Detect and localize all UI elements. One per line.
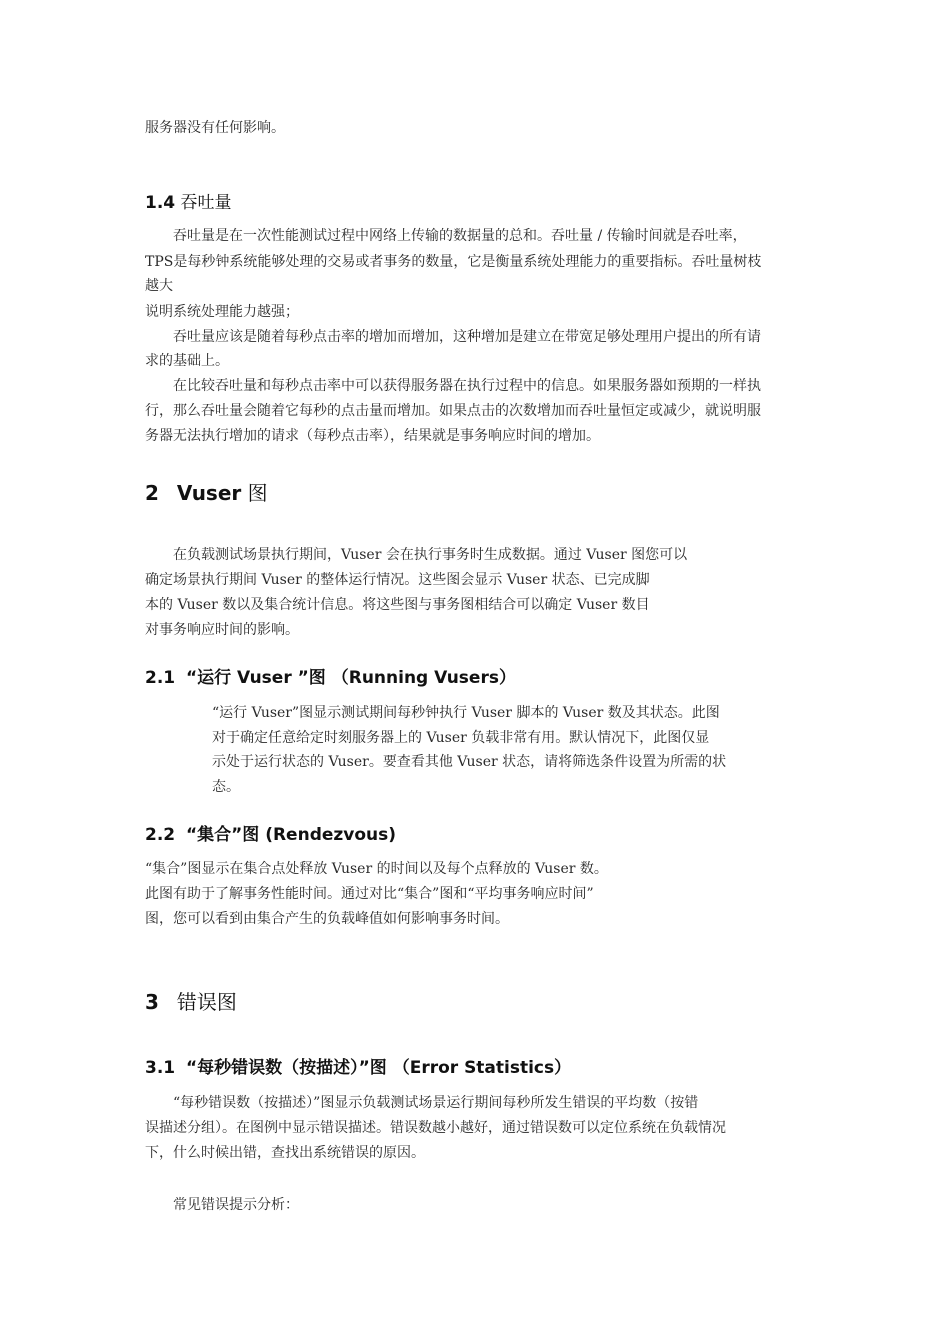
heading-number: 3 [145,990,159,1014]
para-line: 越大 [145,278,173,294]
heading-title: 错误图 [176,990,237,1014]
para-line: “集合”图显示在集合点处释放 Vuser 的时间以及每个点释放的 Vuser 数。 [145,861,608,877]
heading-number: 2.2 [145,825,176,845]
heading-title: “运行 Vuser ”图 （Running Vusers） [185,668,516,688]
para-line: 吞吐量应该是随着每秒点击率的增加而增加，这种增加是建立在带宽足够处理用户提出的所有请 [145,329,761,345]
para-line: 行，那么吞吐量会随着它每秒的点击量而增加。如果点击的次数增加而吞吐量恒定或减少，就说明服 [145,403,761,419]
heading-number: 3.1 [145,1058,176,1078]
heading-3-1 [145,1053,571,1078]
para-line: 误描述分组）。在图例中显示错误描述。错误数越小越好，通过错误数可以定位系统在负载情况 [145,1120,726,1136]
para-line: 求的基础上。 [145,353,229,369]
para-line: “每秒错误数（按描述）”图显示负载测试场景运行期间每秒所发生错误的平均数（按错 [145,1095,699,1111]
heading-2-2 [145,820,396,845]
para-line: 下，什么时候出错，查找出系统错误的原因。 [145,1145,425,1161]
intro-line: 服务器没有任何影响。 [145,120,285,136]
heading-title-cn: 图 [247,481,268,505]
para-line: 此图有助于了解事务性能时间。通过对比“集合”图和“平均事务响应时间” [145,886,594,902]
para-line: “运行 Vuser”图显示测试期间每秒钟执行 Vuser 脚本的 Vuser 数及其状态。此图 [212,705,720,721]
para-line: TPS是每秒钟系统能够处理的交易或者事务的数量，它是衡量系统处理能力的重要指标。吞吐量树枝 [145,254,762,270]
para-line: 确定场景执行期间 Vuser 的整体运行情况。这些图会显示 Vuser 状态、已完成脚 [145,572,650,588]
closing-line: 常见错误提示分析： [145,1197,299,1213]
heading-2 [145,477,268,506]
para-line: 务器无法执行增加的请求（每秒点击率），结果就是事务响应时间的增加。 [145,428,600,444]
heading-title: “集合”图 (Rendezvous) [185,825,397,845]
heading-title: “每秒错误数（按描述）”图 （Error Statistics） [185,1058,572,1078]
para-line: 图，您可以看到由集合产生的负载峰值如何影响事务时间。 [145,911,509,927]
para-line: 在负载测试场景执行期间，Vuser 会在执行事务时生成数据。通过 Vuser 图您可以 [145,547,688,563]
heading-number: 2.1 [145,668,176,688]
para-line: 对事务响应时间的影响。 [145,622,299,638]
heading-2-1 [145,663,516,688]
heading-title: 吞吐量 [180,193,232,213]
para-line: 示处于运行状态的 Vuser。要查看其他 Vuser 状态，请将筛选条件设置为所需的状 [212,754,727,770]
para-line: 态。 [212,779,240,795]
para-line: 说明系统处理能力越强； [145,304,299,320]
heading-number: 1.4 [145,193,176,213]
heading-1-4 [145,188,232,213]
heading-3 [145,986,237,1015]
heading-number: 2 [145,481,159,505]
para-line: 对于确定任意给定时刻服务器上的 Vuser 负载非常有用。默认情况下，此图仅显 [212,730,710,746]
para-line: 本的 Vuser 数以及集合统计信息。将这些图与事务图相结合可以确定 Vuser 数目 [145,597,650,613]
heading-title-en: Vuser [176,481,242,505]
para-line: 吞吐量是在一次性能测试过程中网络上传输的数据量的总和。吞吐量 / 传输时间就是吞吐率， [145,228,747,244]
para-line: 在比较吞吐量和每秒点击率中可以获得服务器在执行过程中的信息。如果服务器如预期的一样执 [145,378,761,394]
